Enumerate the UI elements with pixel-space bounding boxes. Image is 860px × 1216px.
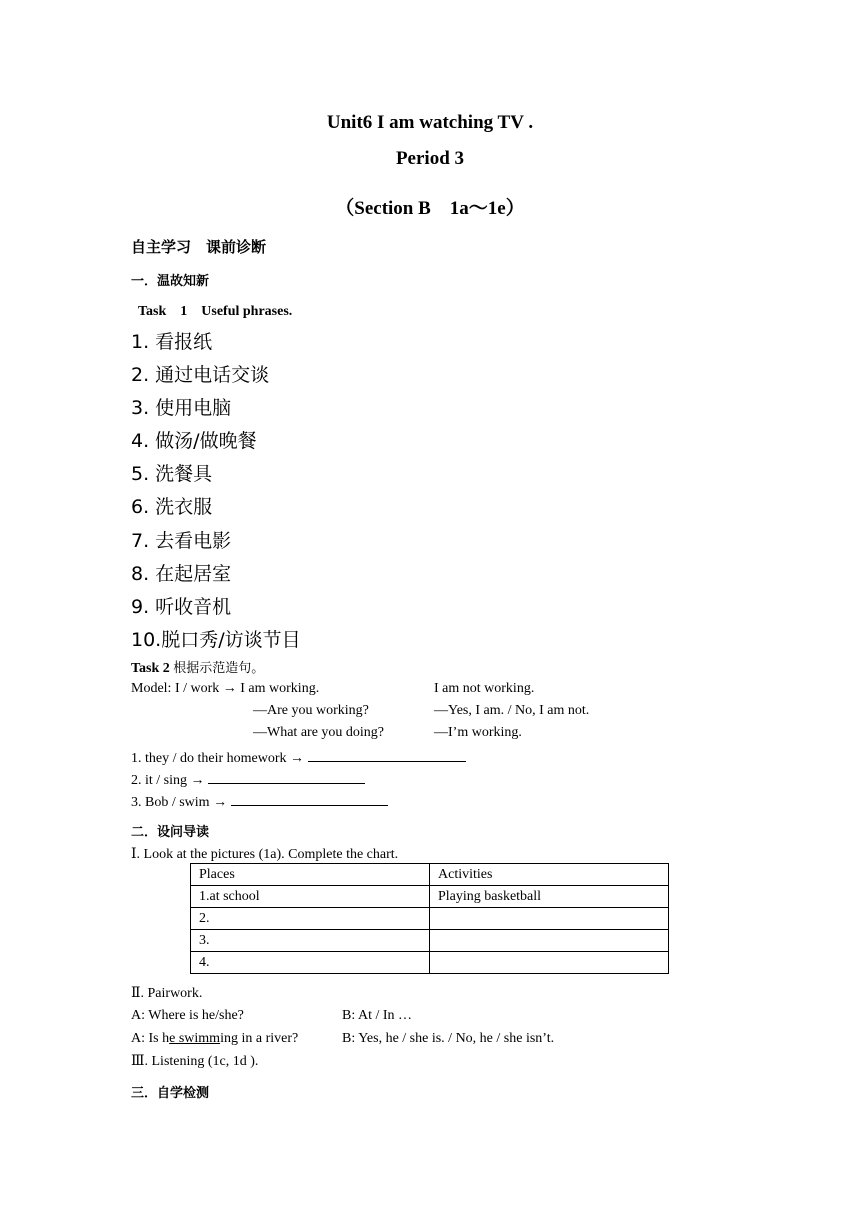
exercise-3 xyxy=(131,793,388,811)
phrase-item: 10.脱口秀/访谈节目 xyxy=(131,629,301,651)
model-line2-right: —Yes, I am. / No, I am not. xyxy=(434,703,590,718)
item-1-instruction: Ⅰ. Look at the pictures (1a). Complete the chart. xyxy=(131,847,399,862)
answer-blank-3[interactable] xyxy=(231,793,388,806)
phrase-item: 3. 使用电脑 xyxy=(131,397,232,419)
place-cell: 1.at school xyxy=(191,886,430,908)
item-3-listening: Ⅲ. Listening (1c, 1d ). xyxy=(131,1054,259,1069)
answer-blank-1[interactable] xyxy=(308,749,466,762)
task2-desc: 根据示范造句。 xyxy=(173,661,265,676)
section-title: （Section B 1a～1e） xyxy=(335,198,525,219)
item-2-pairwork: Ⅱ. Pairwork. xyxy=(131,986,203,1001)
unit-title: Unit6 I am watching TV . xyxy=(326,112,534,133)
pair-a1: A: Where is he/she? xyxy=(131,1008,244,1023)
exercise-2-prompt: 2. it / sing → xyxy=(131,773,205,788)
exercise-3-prompt: 3. Bob / swim → xyxy=(131,795,228,810)
self-check-heading: 三．自学检测 xyxy=(131,1086,210,1101)
phrase-item: 2. 通过电话交谈 xyxy=(131,364,270,386)
answer-blank-2[interactable] xyxy=(208,771,365,784)
review-heading: 一．温故知新 xyxy=(131,274,210,289)
guided-reading-heading: 二．设问导读 xyxy=(131,825,210,840)
pair-a2 xyxy=(131,1031,298,1047)
table-header-row xyxy=(191,864,669,886)
exercise-2 xyxy=(131,771,365,789)
pair-a2-pre: A: Is h xyxy=(131,1031,170,1046)
pair-b2: B: Yes, he / she is. / No, he / she isn’t. xyxy=(342,1031,555,1046)
exercise-1 xyxy=(131,749,466,767)
model-line3-right: —I’m working. xyxy=(434,725,522,740)
activity-cell[interactable] xyxy=(430,952,669,974)
activity-cell[interactable] xyxy=(430,930,669,952)
pair-a2-post: ing in a river? xyxy=(220,1031,299,1046)
exercise-1-prompt: 1. they / do their homework → xyxy=(131,751,305,766)
model-line1-right: I am not working. xyxy=(434,681,535,696)
self-study-heading: 自主学习 课前诊断 xyxy=(131,238,267,256)
phrase-item: 8. 在起居室 xyxy=(131,563,232,585)
model-line3-left: —What are you doing? xyxy=(253,725,385,740)
task2-line xyxy=(131,657,264,677)
header-activities: Activities xyxy=(430,864,669,886)
table-row xyxy=(191,952,669,974)
period-title: Period 3 xyxy=(395,148,465,169)
phrase-item: 1. 看报纸 xyxy=(131,331,213,353)
header-places: Places xyxy=(191,864,430,886)
table-row xyxy=(191,908,669,930)
phrase-item: 9. 听收音机 xyxy=(131,596,232,618)
phrase-item: 7. 去看电影 xyxy=(131,530,232,552)
place-cell: 3. xyxy=(191,930,430,952)
model-line1-left: Model: I / work → I am working. xyxy=(131,681,320,696)
place-cell: 2. xyxy=(191,908,430,930)
phrase-item: 5. 洗餐具 xyxy=(131,463,213,485)
task1-title: Task 1 Useful phrases. xyxy=(138,304,293,319)
pair-a2-underlined: e swimm xyxy=(169,1031,221,1046)
pair-b1: B: At / In … xyxy=(342,1008,413,1023)
phrase-item: 4. 做汤/做晚餐 xyxy=(131,430,257,452)
phrase-item: 6. 洗衣服 xyxy=(131,496,213,518)
places-activities-chart xyxy=(190,863,669,974)
table-row xyxy=(191,930,669,952)
table-row xyxy=(191,886,669,908)
model-line2-left: —Are you working? xyxy=(253,703,369,718)
activity-cell[interactable] xyxy=(430,908,669,930)
activity-cell: Playing basketball xyxy=(430,886,669,908)
place-cell: 4. xyxy=(191,952,430,974)
task2-title: Task 2 xyxy=(131,661,170,676)
